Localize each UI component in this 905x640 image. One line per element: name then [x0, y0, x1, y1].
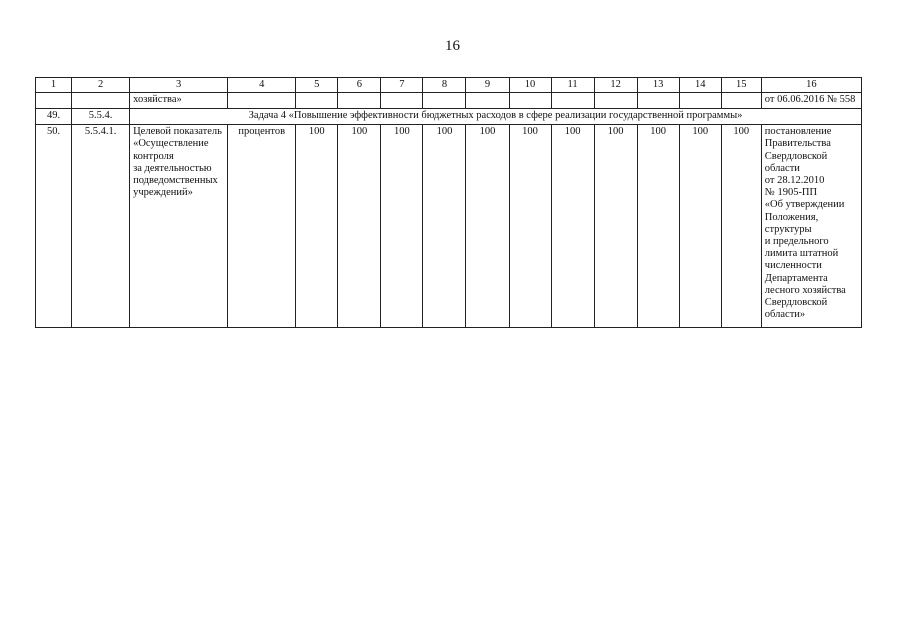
table-cell: [381, 93, 423, 109]
value-cell: 100: [296, 125, 338, 328]
column-number: 2: [72, 78, 130, 93]
value-cell: 100: [509, 125, 551, 328]
value-cell: 100: [381, 125, 423, 328]
column-number-row: [36, 78, 862, 93]
source-document: постановление Правительства Свердловской области от 28.12.2010 № 1905-ПП «Об утверждении Положения, структуры и предельного лимита штатной численности Департамента лесного хозяйства Свердловской области»: [761, 125, 861, 328]
value-cell: 100: [338, 125, 381, 328]
table-cell: [466, 93, 509, 109]
table-cell: [637, 93, 679, 109]
column-number: 7: [381, 78, 423, 93]
column-number: 3: [130, 78, 228, 93]
value-cell: 100: [466, 125, 509, 328]
continuation-row: [36, 93, 862, 109]
unit-of-measure: процентов: [228, 125, 296, 328]
page-number: 16: [445, 38, 460, 54]
table-cell: [679, 93, 721, 109]
row-number: 50.: [36, 125, 72, 328]
indicator-row: [36, 125, 862, 328]
column-number: 14: [679, 78, 721, 93]
row-code: 5.5.4.1.: [72, 125, 130, 328]
task-title: Задача 4 «Повышение эффективности бюджетных расходов в сфере реализации государственной программы»: [130, 109, 862, 125]
value-cell: 100: [637, 125, 679, 328]
table-cell: [338, 93, 381, 109]
indicator-name: Целевой показатель «Осуществление контроля за деятельностью подведомственных учреждений»: [130, 125, 228, 328]
column-number: 8: [423, 78, 466, 93]
column-number: 6: [338, 78, 381, 93]
column-number: 12: [594, 78, 637, 93]
table-cell: [594, 93, 637, 109]
row-number: 49.: [36, 109, 72, 125]
column-number: 11: [551, 78, 594, 93]
value-cell: 100: [423, 125, 466, 328]
column-number: 15: [721, 78, 761, 93]
column-number: 9: [466, 78, 509, 93]
table-cell: [721, 93, 761, 109]
table-cell: [551, 93, 594, 109]
column-number: 10: [509, 78, 551, 93]
column-number: 16: [761, 78, 861, 93]
value-cell: 100: [594, 125, 637, 328]
column-number: 5: [296, 78, 338, 93]
table-cell: [423, 93, 466, 109]
column-number: 4: [228, 78, 296, 93]
value-cell: 100: [721, 125, 761, 328]
table-cell: [36, 93, 72, 109]
program-table: [35, 77, 862, 328]
column-number: 13: [637, 78, 679, 93]
row-code: 5.5.4.: [72, 109, 130, 125]
table-cell: [72, 93, 130, 109]
value-cell: 100: [551, 125, 594, 328]
source-continuation: от 06.06.2016 № 558: [761, 93, 861, 109]
task-row: [36, 109, 862, 125]
value-cell: 100: [679, 125, 721, 328]
column-number: 1: [36, 78, 72, 93]
indicator-name-continuation: хозяйства»: [130, 93, 228, 109]
table-cell: [296, 93, 338, 109]
table-cell: [228, 93, 296, 109]
table-cell: [509, 93, 551, 109]
